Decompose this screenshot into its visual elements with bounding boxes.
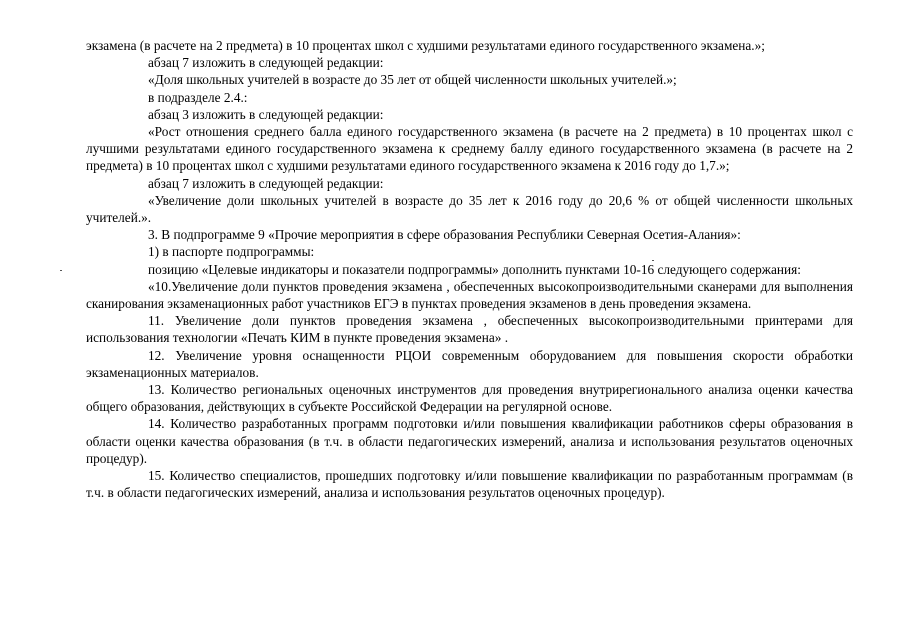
scan-speck bbox=[652, 260, 654, 261]
list-item-10: «10.Увеличение доли пунктов проведения экзамена , обеспеченных высокопроизводительными сканерами для выполнения сканирования экзаменационных работ участников ЕГЭ в пунктах проведения экзаменов в день проведения экзамена. bbox=[86, 278, 853, 312]
paragraph-young-teachers: «Увеличение доли школьных учителей в возрасте до 35 лет к 2016 году до 20,6 % от общей численности школьных учителей.». bbox=[86, 192, 853, 226]
list-item-11: 11. Увеличение доли пунктов проведения экзамена , обеспеченных высокопроизводительными принтерами для использования технологии «Печать КИМ в пункте проведения экзамена» . bbox=[86, 313, 853, 346]
paragraph-exam-continuation: экзамена (в расчете на 2 предмета) в 10 процентах школ с худшими результатами единого государственного экзамена.»; bbox=[86, 38, 765, 53]
list-item-15: 15. Количество специалистов, прошедших подготовку и/или повышение квалификации по разработанным программам (в т.ч. в области педагогических измерений, анализа и использования результатов оценочных процедур). bbox=[86, 468, 853, 501]
paragraph-score-ratio: «Рост отношения среднего балла единого государственного экзамена (в расчете на 2 предмета) в 10 процентах школ с лучшими результатами единого государственного экзамена к среднему баллу единого государственного экзамена (в расчете на 2 предмета) в 10 процентах школ с худшими результатами единого государственного экзамена к 2016 году до 1,7.»; bbox=[86, 124, 853, 174]
scan-speck bbox=[60, 270, 62, 271]
paragraph-abzac-7-heading: абзац 7 изложить в следующей редакции: bbox=[148, 55, 384, 71]
document-page bbox=[86, 37, 853, 501]
list-item-14: 14. Количество разработанных программ подготовки и/или повышения квалификации работников сферы образования в области оценки качества образования (в т.ч. в области педагогических измерений, анализа и использования результатов оценочных процедур). bbox=[86, 416, 853, 466]
paragraph-abzac-7-heading-2: абзац 7 изложить в следующей редакции: bbox=[148, 175, 384, 191]
list-item-12: 12. Увеличение уровня оснащенности РЦОИ современным оборудованием для повышения скорости обработки экзаменационных материалов. bbox=[86, 347, 853, 380]
paragraph-subprogram-9: 3. В подпрограмме 9 «Прочие мероприятия в сфере образования Республики Северная Осетия-Алания»: bbox=[148, 227, 741, 243]
list-item-13: 13. Количество региональных оценочных инструментов для проведения внутрирегионального анализа оценки качества общего образования, действующих в субъекте Российской Федерации на регулярной основе. bbox=[86, 382, 853, 415]
paragraph-abzac-3-heading: абзац 3 изложить в следующей редакции: bbox=[148, 106, 384, 122]
paragraph-teachers-share: «Доля школьных учителей в возрасте до 35 лет от общей численности школьных учителей.»; bbox=[148, 72, 677, 88]
paragraph-indicators: позицию «Целевые индикаторы и показатели подпрограммы» дополнить пунктами 10-16 следующего содержания: bbox=[148, 261, 801, 277]
paragraph-passport: 1) в паспорте подпрограммы: bbox=[148, 244, 315, 260]
paragraph-subsection-2-4: в подразделе 2.4.: bbox=[148, 89, 248, 105]
